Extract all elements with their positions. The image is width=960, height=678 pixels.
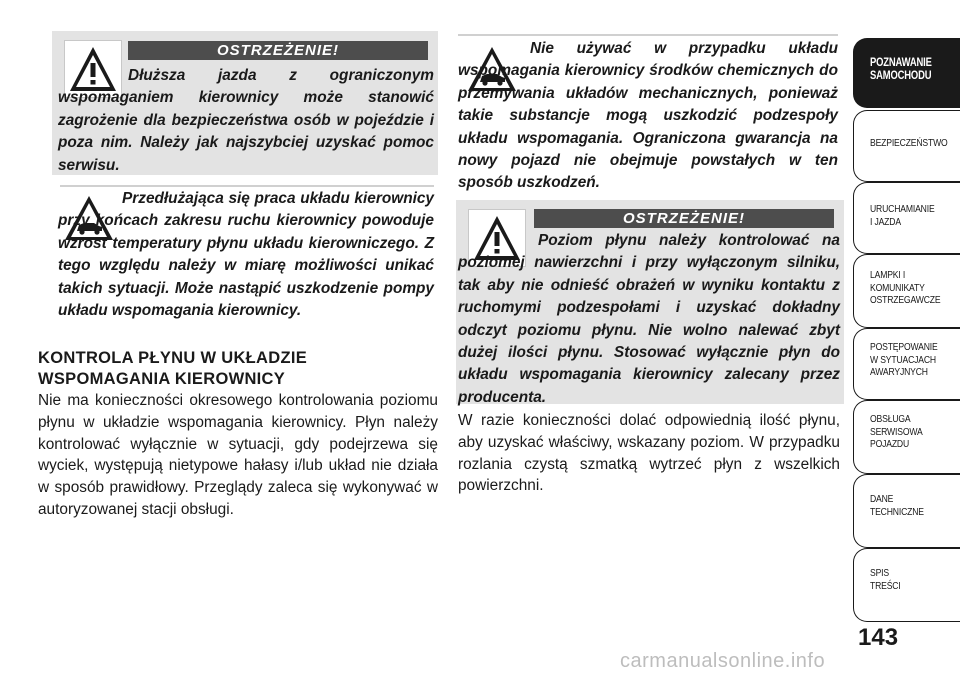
tab-lampki-i-komunikaty[interactable]: LAMPKI I KOMUNIKATY OSTRZEGAWCZE: [853, 254, 960, 328]
warning-title: OSTRZEŻENIE!: [128, 41, 428, 60]
section-title-line-1: KONTROLA PŁYNU W UKŁADZIE: [38, 349, 308, 367]
chapter-tabs: [853, 0, 960, 640]
watermark: carmanualsonline.info: [620, 650, 826, 672]
page-number: 143: [858, 624, 899, 651]
note-text-2: Nie używać w przypadku układu wspomagania kierownicy środków chemicznych do przemywania układów mechanicznych, ponieważ takie substancje mogą uszkodzić podzespoły układu wspomagania. Ograniczona gwarancja na nowy pojazd nie obejmuje powstałych w ten sposób uszkodzeń.: [458, 40, 838, 192]
tab-bezpieczenstwo[interactable]: BEZPIECZEŃSTWO: [853, 110, 960, 182]
warning-box-1: [52, 31, 438, 175]
section-title-line-2: WSPOMAGANIA KIEROWNICY: [38, 370, 286, 388]
note-divider-right: [458, 34, 838, 36]
warning-box-2: [456, 200, 844, 404]
warning-text: Poziom płynu należy kontrolować na poziomej nawierzchni i przy wyłączonym silniku, tak aby nie odnieść obrażeń w wyniku kontaktu z ruchomymi podzespołami i uzyskać dokładny odczyt poziomu płynu. Nie wolno nalewać zbyt dużej ilości płynu. Stosować wyłącznie płyn do układu wspomagania kierownicy zalecany przez producenta.: [458, 232, 840, 406]
tab-poznawanie-samochodu[interactable]: POZNAWANIE SAMOCHODU: [853, 38, 960, 108]
note-divider: [60, 185, 434, 187]
tab-spis-tresci[interactable]: SPIS TREŚCI: [853, 548, 960, 622]
tab-obsluga-serwisowa[interactable]: OBSŁUGA SERWISOWA POJAZDU: [853, 400, 960, 474]
note-text-1: Przedłużająca się praca układu kierownicy przy końcach zakresu ruchu kierownicy powoduje wzrost temperatury płynu układu kierowniczego. Z tego względu należy w miarę możliwości unikać takich sytuacji. Może nastąpić uszkodzenie pompy układu wspomagania kierownicy.: [58, 190, 434, 320]
tab-dane-techniczne[interactable]: DANE TECHNICZNE: [853, 474, 960, 548]
section-body: Nie ma konieczności okresowego kontrolowania poziomu płynu w układzie wspomagania kierownicy. Płyn należy kontrolować wyłącznie w sytuacji, gdy podejrzewa się wyciek, występują nietypowe hałasy i/lub układ nie działa w sposób prawidłowy. Przeglądy zaleca się wykonywać w autoryzowanej stacji obsługi.: [38, 392, 438, 518]
section-title: [38, 348, 438, 390]
warning-text: Dłuższa jazda z ograniczonym wspomaganiem kierownicy może stanowić zagrożenie dla bezpieczeństwa osób w pojeździe i poza nim. Należy jak najszybciej uzyskać pomoc serwisu.: [58, 67, 434, 174]
warning-title: OSTRZEŻENIE!: [534, 209, 834, 228]
tab-postepowanie-awaryjne[interactable]: POSTĘPOWANIE W SYTUACJACH AWARYJNYCH: [853, 328, 960, 400]
tab-uruchamianie-i-jazda[interactable]: URUCHAMIANIE I JAZDA: [853, 182, 960, 254]
right-body: W razie konieczności dolać odpowiednią ilość płynu, aby uzyskać właściwy, wskazany poziom. W przypadku rozlania czystą szmatką wytrzeć płyn z wszelkich powierzchni.: [458, 412, 840, 495]
